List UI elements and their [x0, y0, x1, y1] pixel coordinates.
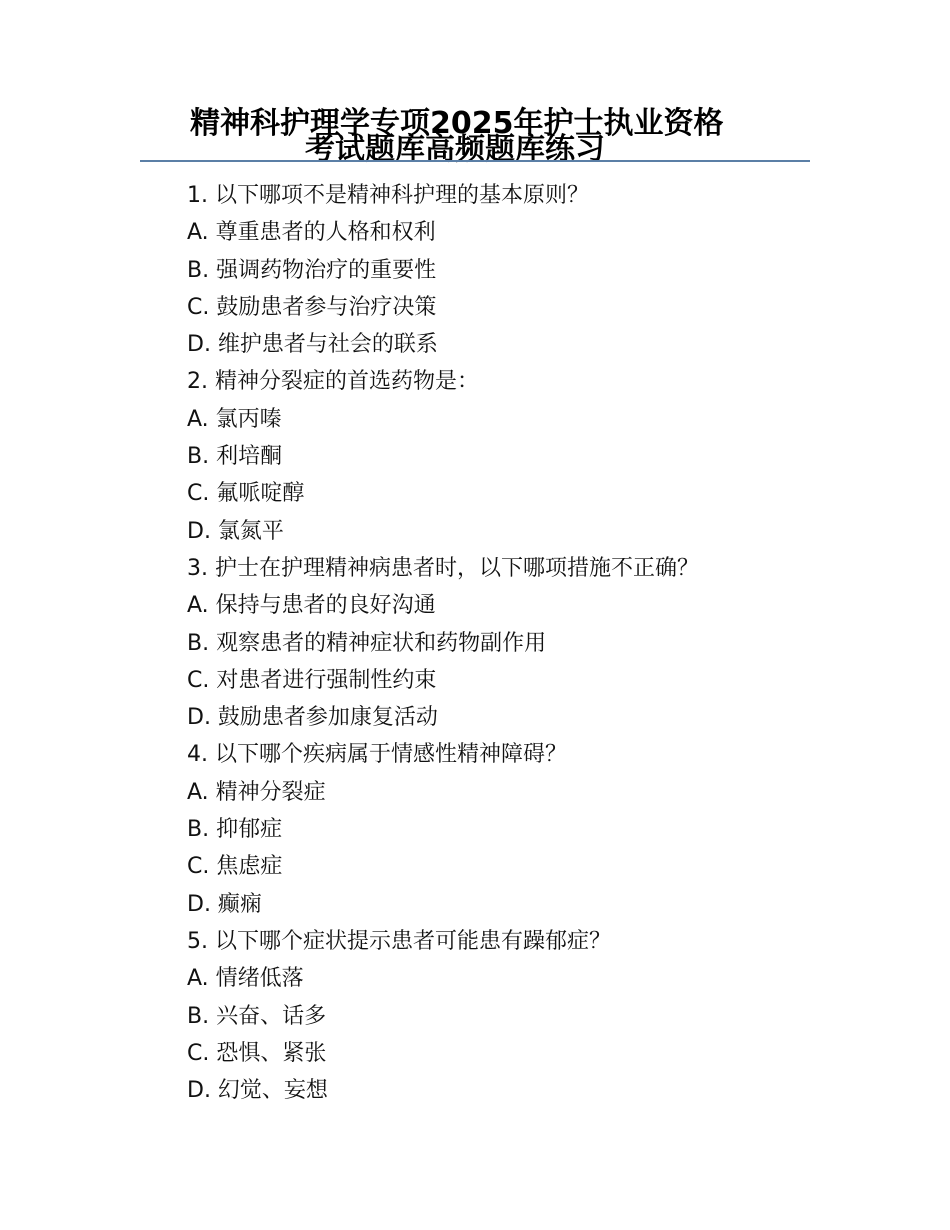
option-c: C. 焦虑症 — [187, 854, 283, 880]
question-stem: 2. 精神分裂症的首选药物是： — [187, 369, 479, 395]
question-4 — [187, 736, 827, 922]
option-a: A. 精神分裂症 — [187, 779, 326, 805]
question-3 — [187, 550, 827, 736]
option-c: C. 恐惧、紧张 — [187, 1040, 327, 1066]
option-a: A. 保持与患者的良好沟通 — [187, 593, 436, 619]
option-d: D. 幻觉、妄想 — [187, 1078, 328, 1104]
question-1 — [187, 177, 827, 363]
option-a: A. 氯丙嗪 — [187, 406, 282, 432]
title-divider — [140, 160, 810, 162]
question-stem: 1. 以下哪项不是精神科护理的基本原则？ — [187, 183, 589, 208]
option-a: A. 尊重患者的人格和权利 — [187, 220, 436, 246]
option-c: C. 鼓励患者参与治疗决策 — [187, 294, 437, 320]
option-b: B. 强调药物治疗的重要性 — [187, 257, 437, 283]
option-d: D. 氯氮平 — [187, 518, 284, 544]
question-stem: 4. 以下哪个疾病属于情感性精神障碍？ — [187, 742, 567, 768]
option-d: D. 癫痫 — [187, 891, 262, 917]
option-b: B. 观察患者的精神症状和药物副作用 — [187, 630, 547, 656]
question-stem: 5. 以下哪个症状提示患者可能患有躁郁症？ — [187, 928, 611, 954]
question-list — [187, 177, 827, 1109]
option-b: B. 兴奋、话多 — [187, 1003, 327, 1029]
question-stem: 3. 护士在护理精神病患者时，以下哪项措施不正确？ — [187, 555, 699, 581]
document-title-line-2: 考试题库高频题库练习 — [305, 132, 605, 167]
option-b: B. 抑郁症 — [187, 817, 283, 843]
option-c: C. 对患者进行强制性约束 — [187, 667, 437, 693]
option-d: D. 维护患者与社会的联系 — [187, 332, 438, 358]
option-b: B. 利培酮 — [187, 444, 283, 470]
option-a: A. 情绪低落 — [187, 966, 304, 992]
question-2 — [187, 363, 827, 549]
option-c: C. 氟哌啶醇 — [187, 481, 305, 507]
document-title-line-1: 精神科护理学专项2025年护士执业资格 — [190, 106, 724, 141]
option-d: D. 鼓励患者参加康复活动 — [187, 705, 438, 731]
question-5 — [187, 923, 827, 1109]
